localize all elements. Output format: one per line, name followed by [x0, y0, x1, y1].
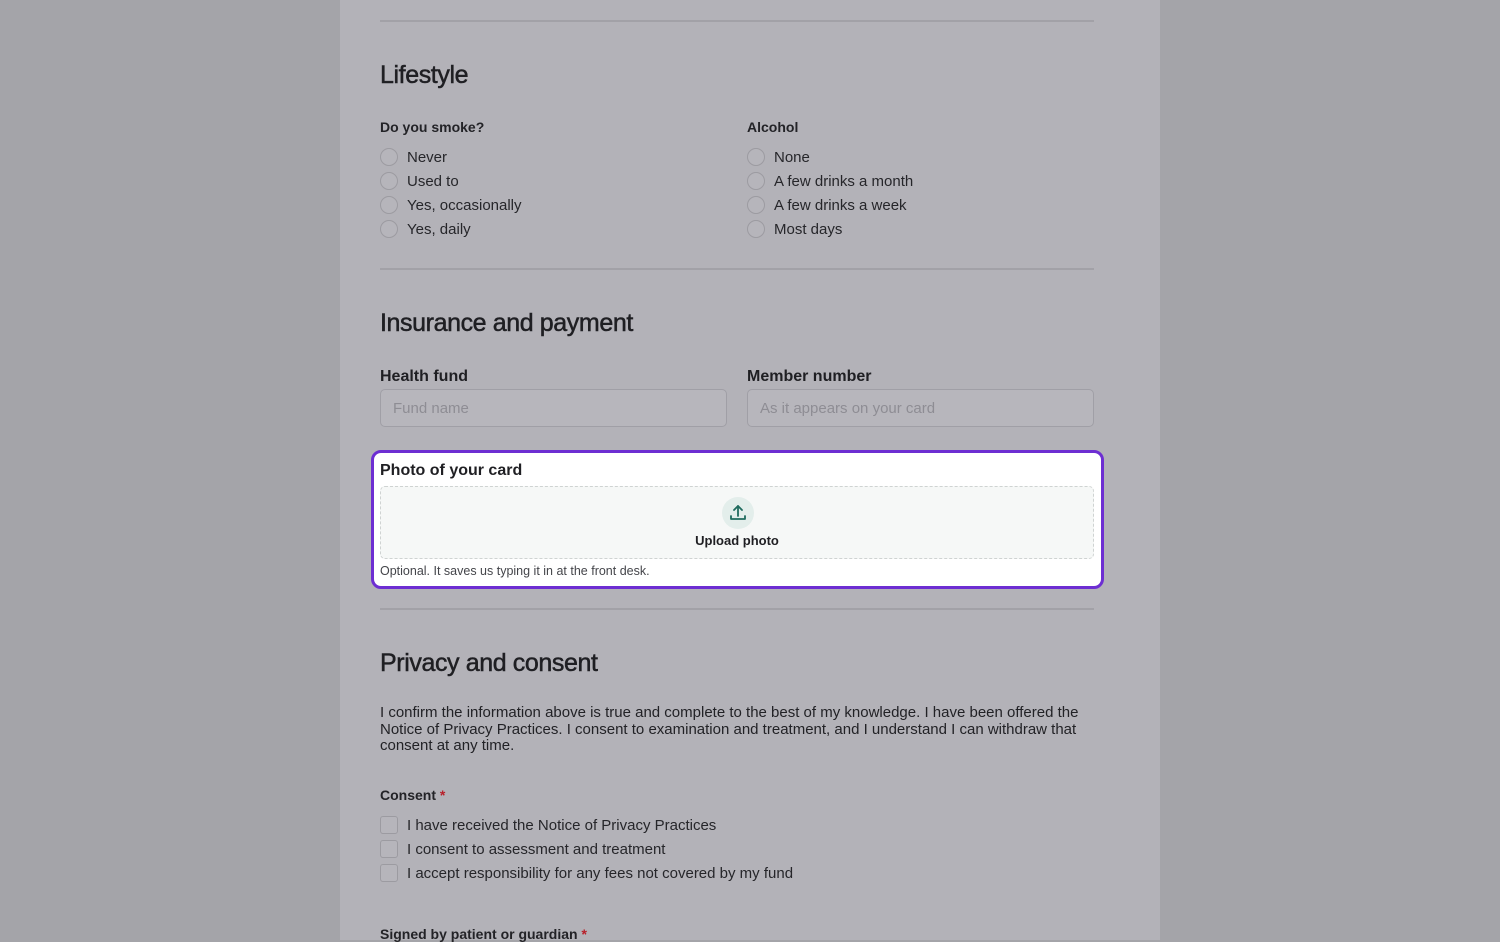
radio-button[interactable]: [747, 148, 765, 166]
privacy-section-title: Privacy and consent: [380, 649, 598, 677]
consent-statement: I confirm the information above is true and complete to the best of my knowledge. I have been offered the Notice of Privacy Practices. I consent to examination and treatment, and I understand I can withdraw that consent at any time.: [380, 704, 1079, 754]
member-number-input[interactable]: [747, 389, 1094, 427]
consent-label: [380, 787, 445, 803]
required-marker: *: [439, 787, 446, 803]
checkbox[interactable]: [380, 816, 398, 834]
section-divider: [380, 268, 1094, 270]
lifestyle-section-title: Lifestyle: [380, 61, 469, 89]
checkbox[interactable]: [380, 864, 398, 882]
alcohol-question-label: Alcohol: [747, 119, 799, 135]
radio-button[interactable]: [380, 172, 398, 190]
option-label: Most days: [774, 220, 843, 238]
consent-option-fees[interactable]: [380, 863, 793, 883]
radio-button[interactable]: [380, 196, 398, 214]
insurance-section-title: Insurance and payment: [380, 309, 633, 337]
card-photo-help-text: Optional. It saves us typing it in at the front desk.: [380, 564, 650, 578]
radio-button[interactable]: [380, 148, 398, 166]
consent-option-treatment[interactable]: [380, 839, 665, 859]
radio-button[interactable]: [747, 172, 765, 190]
alcohol-option-most-days[interactable]: [747, 219, 842, 239]
card-photo-label: Photo of your card: [380, 462, 523, 479]
option-label: A few drinks a month: [774, 172, 914, 190]
option-label: A few drinks a week: [774, 196, 907, 214]
option-label: I consent to assessment and treatment: [407, 840, 666, 858]
smoke-option-occasionally[interactable]: [380, 195, 522, 215]
option-label: None: [774, 148, 810, 166]
radio-button[interactable]: [747, 220, 765, 238]
required-marker: *: [581, 926, 587, 942]
option-label: I accept responsibility for any fees not covered by my fund: [407, 864, 794, 882]
option-label: I have received the Notice of Privacy Practices: [407, 816, 717, 834]
card-photo-dropzone[interactable]: [380, 486, 1094, 559]
alcohol-option-none[interactable]: [747, 147, 810, 167]
smoke-option-daily[interactable]: [380, 219, 471, 239]
upload-photo-button-label: Upload photo: [695, 533, 779, 548]
option-label: Never: [407, 148, 448, 166]
option-label: Used to: [407, 172, 459, 190]
option-label: Yes, daily: [407, 220, 471, 238]
section-divider: [380, 20, 1094, 22]
checkbox[interactable]: [380, 840, 398, 858]
signature-label-text: Signed by patient or guardian: [380, 926, 578, 942]
alcohol-option-month[interactable]: [747, 171, 913, 191]
radio-button[interactable]: [380, 220, 398, 238]
smoke-option-never[interactable]: [380, 147, 447, 167]
smoke-option-used-to[interactable]: [380, 171, 459, 191]
health-fund-label: Health fund: [380, 368, 468, 385]
upload-icon: [722, 497, 754, 529]
radio-button[interactable]: [747, 196, 765, 214]
smoke-question-label: Do you smoke?: [380, 119, 485, 135]
section-divider: [380, 608, 1094, 610]
alcohol-option-week[interactable]: [747, 195, 907, 215]
option-label: Yes, occasionally: [407, 196, 522, 214]
consent-label-text: Consent: [380, 787, 436, 803]
member-number-label: Member number: [747, 368, 872, 385]
health-fund-input[interactable]: [380, 389, 727, 427]
consent-option-notice[interactable]: [380, 815, 716, 835]
